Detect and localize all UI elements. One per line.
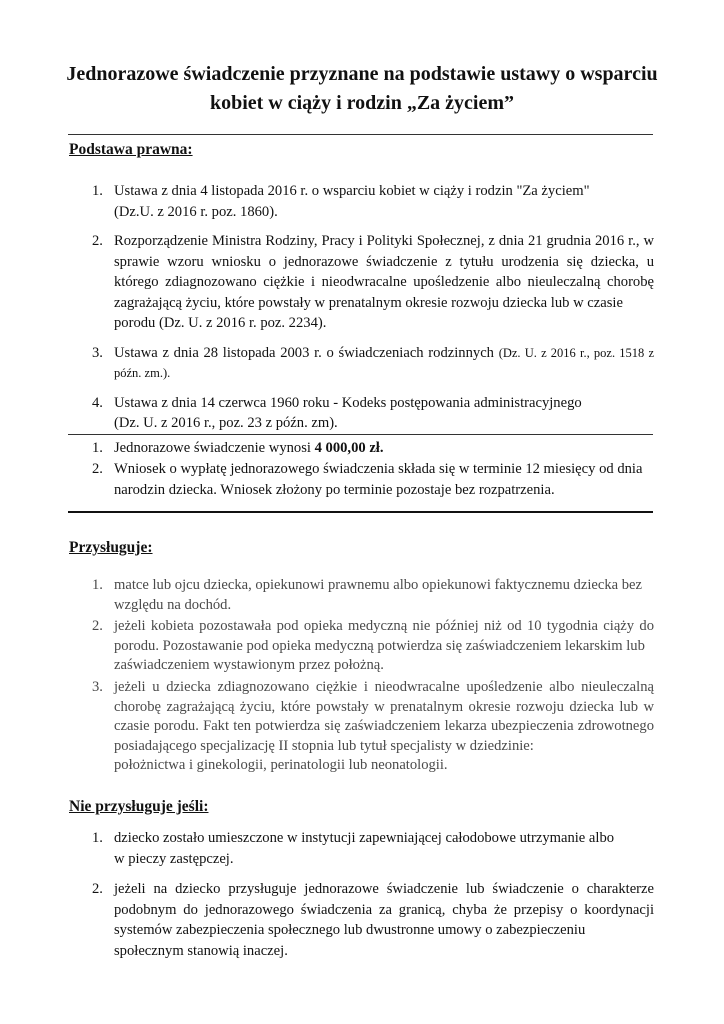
- list-item: 2. Rozporządzenie Ministra Rodziny, Pracy i Polityki Społecznej, z dnia 21 grudnia 2016 r., w sprawie wzoru wniosku o jednorazowe świadczenie z tytułu urodzenia się dziecka, u którego zdiagnozowano ciężkie i nieodwracalne upośledzenie albo nieuleczalną chorobę zagrażającą życiu, które powstały w prenatalnym okresie rozwoju dziecka lub w czasie porodu (Dz. U. z 2016 r. poz. 2234).: [92, 233, 654, 331]
- document-title: [0, 60, 724, 118]
- list-item: 1. matce lub ojcu dziecka, opiekunowi prawnemu albo opiekunowi faktycznemu dziecka bez względu na dochód.: [92, 577, 643, 613]
- divider: [68, 511, 653, 513]
- divider: [68, 134, 653, 135]
- eligibility-list: [0, 576, 654, 776]
- list-item: 1. Ustawa z dnia 4 listopada 2016 r. o wsparciu kobiet w ciąży i rodzin "Za życiem" (Dz.U. z 2016 r. poz. 1860).: [92, 183, 590, 220]
- list-item: 1. Jednorazowe świadczenie wynosi 4 000,00 zł.: [92, 440, 384, 456]
- list-item: 1. dziecko zostało umieszczone w instytucji zapewniającej całodobowe utrzymanie albo w pieczy zastępczej.: [92, 830, 615, 867]
- legal-basis-list: [0, 181, 654, 434]
- list-item: 2. jeżeli kobieta pozostawała pod opieka medyczną nie później niż od 10 tygodnia ciąży do porodu. Pozostawanie pod opieka medyczną potwierdza się zaświadczeniem lekarskim lub zaświadczeniem wystawionym przez położną.: [92, 618, 654, 674]
- section-heading-nie-przysluguje: Nie przysługuje jeśli:: [69, 798, 209, 815]
- list-item: 4. Ustawa z dnia 14 czerwca 1960 roku - Kodeks postępowania administracyjnego (Dz. U. z 2016 r., poz. 23 z późn. zm).: [92, 394, 582, 431]
- section-heading-przysluguje: Przysługuje:: [69, 539, 153, 556]
- divider: [68, 434, 653, 435]
- list-item: 3. Ustawa z dnia 28 listopada 2003 r. o świadczeniach rodzinnych (Dz. U. z 2016 r., poz. 1518 z późn. zm.).: [92, 344, 655, 380]
- ineligibility-list: [0, 828, 654, 961]
- info-list: [0, 438, 654, 501]
- section-heading-podstawa: Podstawa prawna:: [69, 141, 193, 158]
- title-line-1: Jednorazowe świadczenie przyznane na podstawie ustawy o wsparciu: [66, 63, 658, 85]
- list-item: 3. jeżeli u dziecka zdiagnozowano ciężkie i nieodwracalne upośledzenie albo nieuleczalną chorobę zagrażającą życiu, które powstały w prenatalnym okresie rozwoju dziecka lub w czasie porodu. Fakt ten potwierdza się zaświadczeniem lekarza ubezpieczenia zdrowotnego posiadającego specjalizację II stopnia lub tytuł specjalisty w dziedzinie: położnictwa i ginekologii, perinatologii lub neonatologii.: [92, 678, 654, 774]
- title-line-2: kobiet w ciąży i rodzin „Za życiem”: [209, 92, 515, 114]
- list-item: 2. jeżeli na dziecko przysługuje jednorazowe świadczenie lub świadczenie o charakterze podobnym do jednorazowego świadczenia za granicą, chyba że przepisy o koordynacji systemów zabezpieczenia społecznego lub dwustronne umowy o zabezpieczeniu społecznym stanowią inaczej.: [92, 881, 654, 959]
- list-item: 2. Wniosek o wypłatę jednorazowego świadczenia składa się w terminie 12 miesięcy od dnia narodzin dziecka. Wniosek złożony po terminie pozostaje bez rozpatrzenia.: [92, 461, 643, 498]
